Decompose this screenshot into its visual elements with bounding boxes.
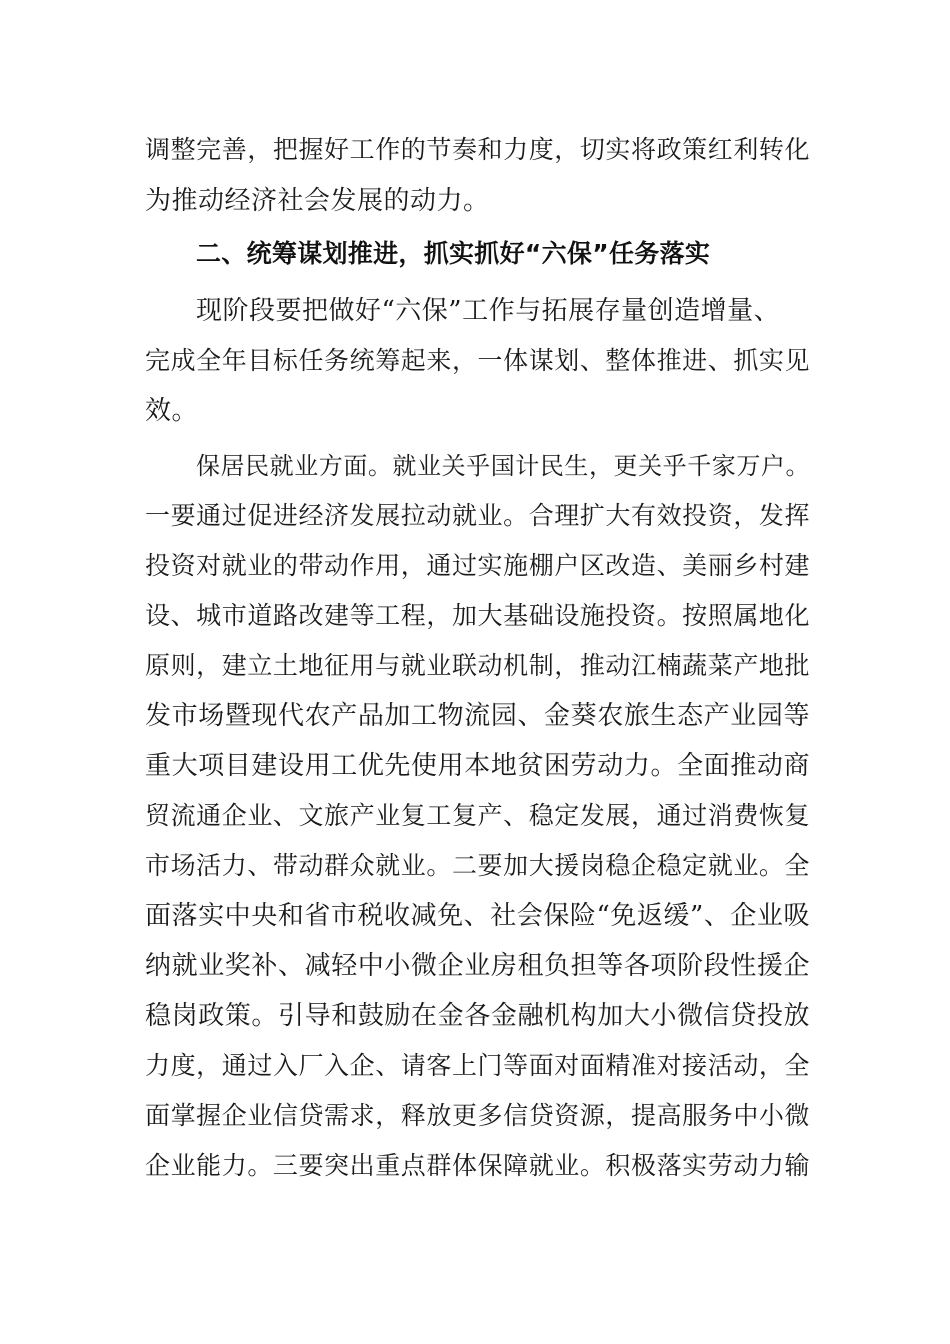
- text-line: 重大项目建设用工优先使用本地贫困劳动力。全面推动商: [145, 751, 810, 781]
- text-line: 纳就业奖补、减轻中小微企业房租负担等各项阶段性援企: [145, 951, 810, 981]
- text-line: 市场活力、带动群众就业。二要加大援岗稳企稳定就业。全: [145, 851, 810, 880]
- text-line: 企业能力。三要突出重点群体保障就业。积极落实劳动力输: [145, 1151, 810, 1180]
- text-line: 原则，建立土地征用与就业联动机制，推动江楠蔬菜产地批: [145, 651, 810, 680]
- section-heading: 二、统筹谋划推进，抓实抓好“六保”任务落实: [196, 239, 711, 268]
- text-line: 投资对就业的带动作用，通过实施棚户区改造、美丽乡村建: [145, 551, 810, 580]
- text-line: 稳岗政策。引导和鼓励在金各金融机构加大小微信贷投放: [145, 1001, 810, 1031]
- text-line: 保居民就业方面。就业关乎国计民生，更关乎千家万户。: [196, 452, 810, 480]
- text-line: 发市场暨现代农产品加工物流园、金葵农旅生态产业园等: [145, 701, 810, 731]
- text-line: 调整完善，把握好工作的节奏和力度，切实将政策红利转化: [145, 135, 810, 164]
- text-line: 效。: [145, 396, 199, 426]
- text-line: 为推动经济社会发展的动力。: [145, 186, 490, 216]
- text-line: 力度，通过入厂入企、请客上门等面对面精准对接活动，全: [145, 1051, 810, 1080]
- text-line: 贸流通企业、文旅产业复工复产、稳定发展，通过消费恢复: [145, 801, 810, 830]
- text-line: 设、城市道路改建等工程，加大基础设施投资。按照属地化: [145, 601, 810, 630]
- text-line: 面掌握企业信贷需求，释放更多信贷资源，提高服务中小微: [145, 1101, 810, 1130]
- text-line: 完成全年目标任务统筹起来，一体谋划、整体推进、抓实见: [145, 346, 810, 375]
- text-line: 面落实中央和省市税收减免、社会保险“免返缓”、企业吸: [145, 901, 810, 931]
- text-line: 现阶段要把做好“六保”工作与拓展存量创造增量、: [196, 296, 781, 326]
- text-line: 一要通过促进经济发展拉动就业。合理扩大有效投资，发挥: [145, 501, 810, 530]
